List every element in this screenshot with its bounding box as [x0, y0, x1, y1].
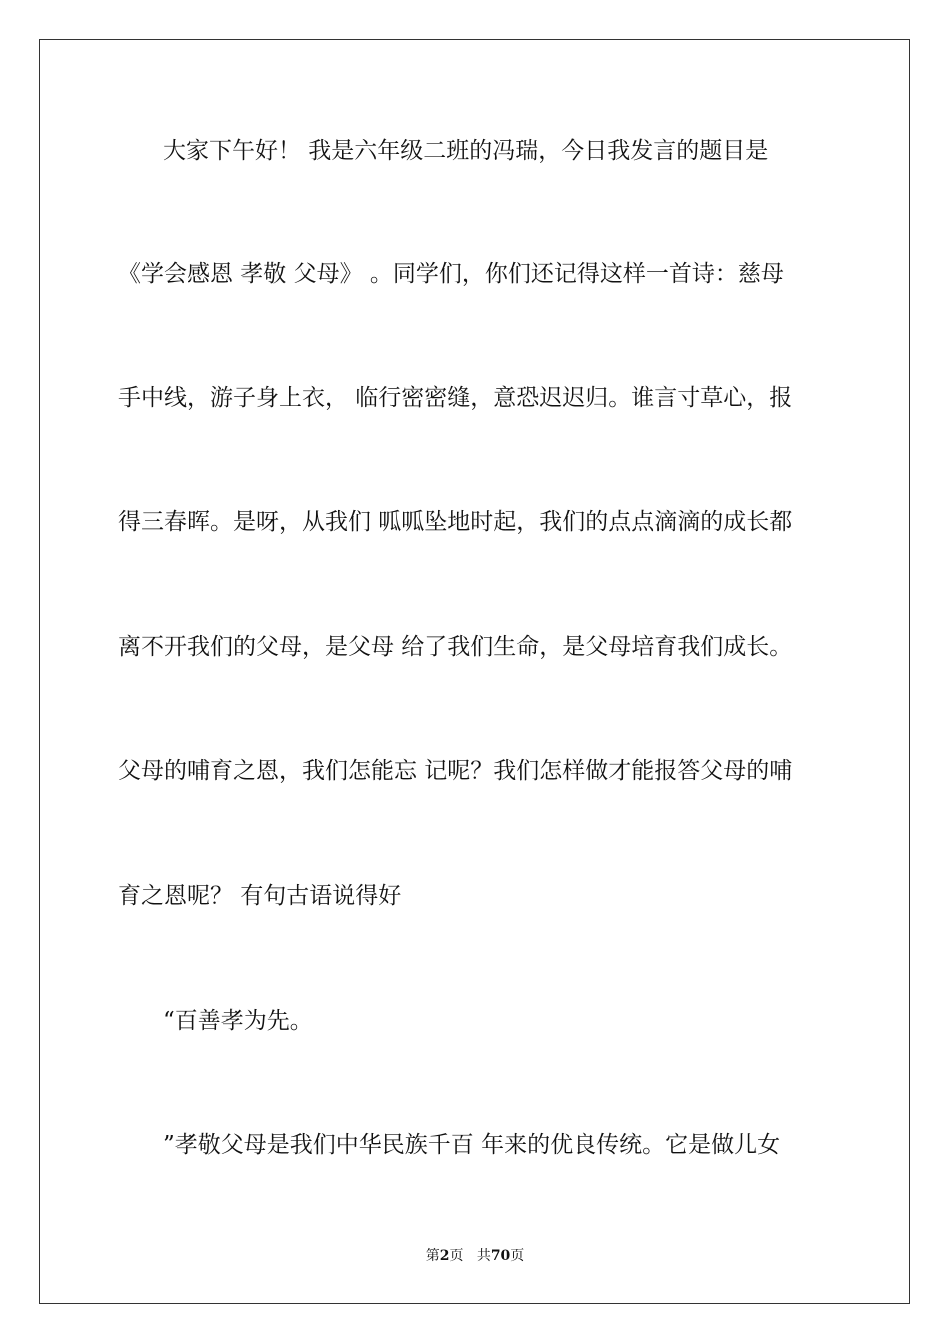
- body-line-5: 离不开我们的父母，是父母 给了我们生命，是父母培育我们成长。: [118, 634, 793, 660]
- footer-total-suffix: 页: [510, 1248, 525, 1264]
- body-line-6: 父母的哺育之恩，我们怎能忘 记呢？我们怎样做才能报答父母的哺: [118, 758, 793, 784]
- body-line-9: ”孝敬父母是我们中华民族千百 年来的优良传统。它是做儿女: [163, 1132, 781, 1158]
- body-line-1: 大家下午好！ 我是六年级二班的冯瑞，今日我发言的题目是: [163, 138, 769, 164]
- body-line-2: 《学会感恩 孝敬 父母》 。同学们，你们还记得这样一首诗：慈母: [118, 261, 784, 287]
- body-line-4: 得三春晖。是呀，从我们 呱呱坠地时起，我们的点点滴滴的成长都: [118, 509, 793, 535]
- page-border: [39, 39, 910, 1304]
- footer-page-number: 2: [439, 1248, 450, 1264]
- footer-page-suffix: 页: [449, 1248, 464, 1264]
- body-line-3: 手中线，游子身上衣， 临行密密缝，意恐迟迟归。谁言寸草心，报: [118, 385, 793, 411]
- body-line-7: 育之恩呢？ 有句古语说得好: [118, 883, 402, 909]
- page-footer: [0, 1247, 950, 1265]
- footer-total-pages: 70: [490, 1248, 511, 1264]
- footer-page-prefix: 第: [425, 1248, 440, 1264]
- body-line-8: “百善孝为先。: [163, 1008, 313, 1034]
- footer-total-prefix: 共: [476, 1248, 491, 1264]
